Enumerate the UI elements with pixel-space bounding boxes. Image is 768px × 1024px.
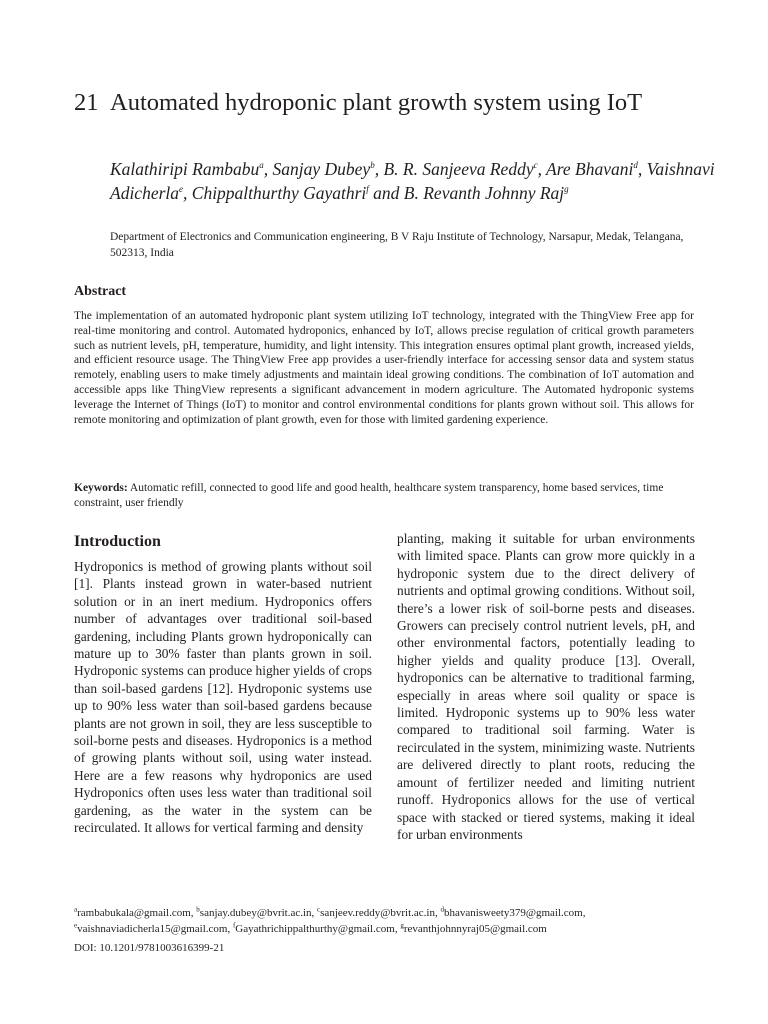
author-separator: , <box>183 182 192 203</box>
author-separator: , <box>637 159 647 179</box>
author-name: Vaishnavi Adicherla <box>110 159 715 203</box>
email-mark: g <box>400 921 404 930</box>
author-separator: , <box>263 159 273 179</box>
email-separator: , <box>190 907 197 919</box>
author-email: rambabukala@gmail.com <box>77 907 191 919</box>
author-separator: and <box>368 182 404 203</box>
author-email: sanjay.dubey@bvrit.ac.in <box>199 907 312 919</box>
affiliation: Department of Electronics and Communication engineering, B V Raju Institute of Technology, Narsapur, Medak, Telangana, 502313, India <box>110 231 684 259</box>
author-mark: b <box>370 160 375 171</box>
introduction-heading: Introduction <box>74 533 161 550</box>
email-mark: b <box>196 905 200 914</box>
author-separator: , <box>374 159 384 179</box>
author-mark: a <box>259 160 264 171</box>
author-mark: c <box>533 160 538 171</box>
doi: DOI: 10.1201/9781003616399-21 <box>74 942 225 954</box>
email-separator: , <box>582 907 586 919</box>
author-list <box>110 158 715 205</box>
author-email: revanthjohnnyraj05@gmail.com <box>403 923 547 935</box>
email-mark: e <box>74 921 78 930</box>
email-separator: , <box>394 923 401 935</box>
abstract-heading: Abstract <box>74 284 127 299</box>
author-name: Kalathiripi Rambabu <box>110 159 260 179</box>
email-mark: f <box>232 921 236 930</box>
author-mark: f <box>366 183 369 194</box>
author-emails-footnote <box>74 905 704 937</box>
author-email: bhavanisweety379@gmail.com <box>443 907 583 919</box>
email-mark: a <box>74 905 78 914</box>
chapter-number: 21 <box>74 89 99 116</box>
author-mark: e <box>179 183 184 194</box>
author-name: B. R. Sanjeeva Reddy <box>383 159 534 179</box>
author-email: sanjeev.reddy@bvrit.ac.in <box>320 907 435 919</box>
email-mark: d <box>440 905 444 914</box>
keywords-label: Keywords: <box>74 482 128 494</box>
keywords <box>74 481 694 511</box>
author-separator: , <box>537 159 547 179</box>
abstract-text: The implementation of an automated hydroponic plant system utilizing IoT technology, integrated with the ThingView Free app for real-time monitoring and control. Automated hydroponics, enhanced by IoT, allows precise regulation of critical growth parameters such as nutrient levels, pH, temperature, humidity, and light intensity. This integration ensures optimal plant growth, increased yields, and efficient resource usage. The ThingView Free app provides a user-friendly interface for accessing sensor data and system status remotely, enabling users to make timely adjustments and maintain ideal growing conditions. The combination of IoT automation and accessible apps like ThingView represents a significant advancement in modern agriculture. The Automated hydroponic systems leverage the Internet of Things (IoT) to monitor and control environmental conditions for plants grown without soil. This allows for remote monitoring and optimization of plant growth, even for those with limited gardening experience. <box>74 310 694 426</box>
introduction-left-column: Hydroponics is method of growing plants without soil [1]. Plants instead grown in water-based nutrient solution or in an inert medium. Hydroponics offers number of advantages over traditional soil-based gardening, including Plants grown hydroponically can mature up to 30% faster than plants grown in soil. Hydroponic systems can produce higher yields of crops than soil-based gardens [12]. Hydroponic systems use up to 90% less water than soil-based gardens because plants are not grown in soil, they are less susceptible to soil-borne pests and diseases. Hydroponics is a method of growing plants without soil, using water instead. Here are a few reasons why hydroponics are used Hydroponics often uses less water than traditional soil gardening, as the water in the system can be recirculated. It allows for vertical farming and density <box>74 559 372 836</box>
author-mark: d <box>633 160 638 171</box>
author-email: vaishnaviadicherla15@gmail.com <box>77 923 228 935</box>
introduction-right-column: planting, making it suitable for urban environments with limited space. Plants can grow more quickly in a hydroponic system due to the direct delivery of nutrients and optimal growing conditions. Without soil, there’s a lower risk of soil-borne pests and diseases. Growers can precisely control nutrient levels, pH, and other environmental factors, potentially leading to higher yields and quality produce [13]. Overall, hydroponics can be alternative to traditional farming, especially in areas where soil quality or space is limited. Hydroponic systems up to 90% less water compared to traditional soil farming. Water is recirculated in the system, minimizing waste. Nutrients are delivered directly to plant roots, reducing the amount of fertilizer needed and limiting nutrient runoff. Hydroponics allows for the use of vertical space with stacked or tiered systems, making it ideal for urban environments <box>397 531 695 842</box>
author-name: Sanjay Dubey <box>272 159 371 179</box>
email-separator: , <box>227 923 233 935</box>
email-separator: , <box>434 907 441 919</box>
keywords-text: Automatic refill, connected to good life and good health, healthcare system transparency, home based services, time constraint, user friendly <box>74 482 664 509</box>
email-separator: , <box>311 907 318 919</box>
author-name: B. Revanth Johnny Raj <box>403 182 565 203</box>
chapter-title-text: Automated hydroponic plant growth system using IoT <box>110 89 643 116</box>
author-name: Chippalthurthy Gayathri <box>191 182 367 203</box>
email-mark: c <box>317 905 321 914</box>
author-mark: g <box>564 183 569 194</box>
author-email: Gayathrichippalthurthy@gmail.com <box>235 923 395 935</box>
author-name: Are Bhavani <box>546 159 634 179</box>
